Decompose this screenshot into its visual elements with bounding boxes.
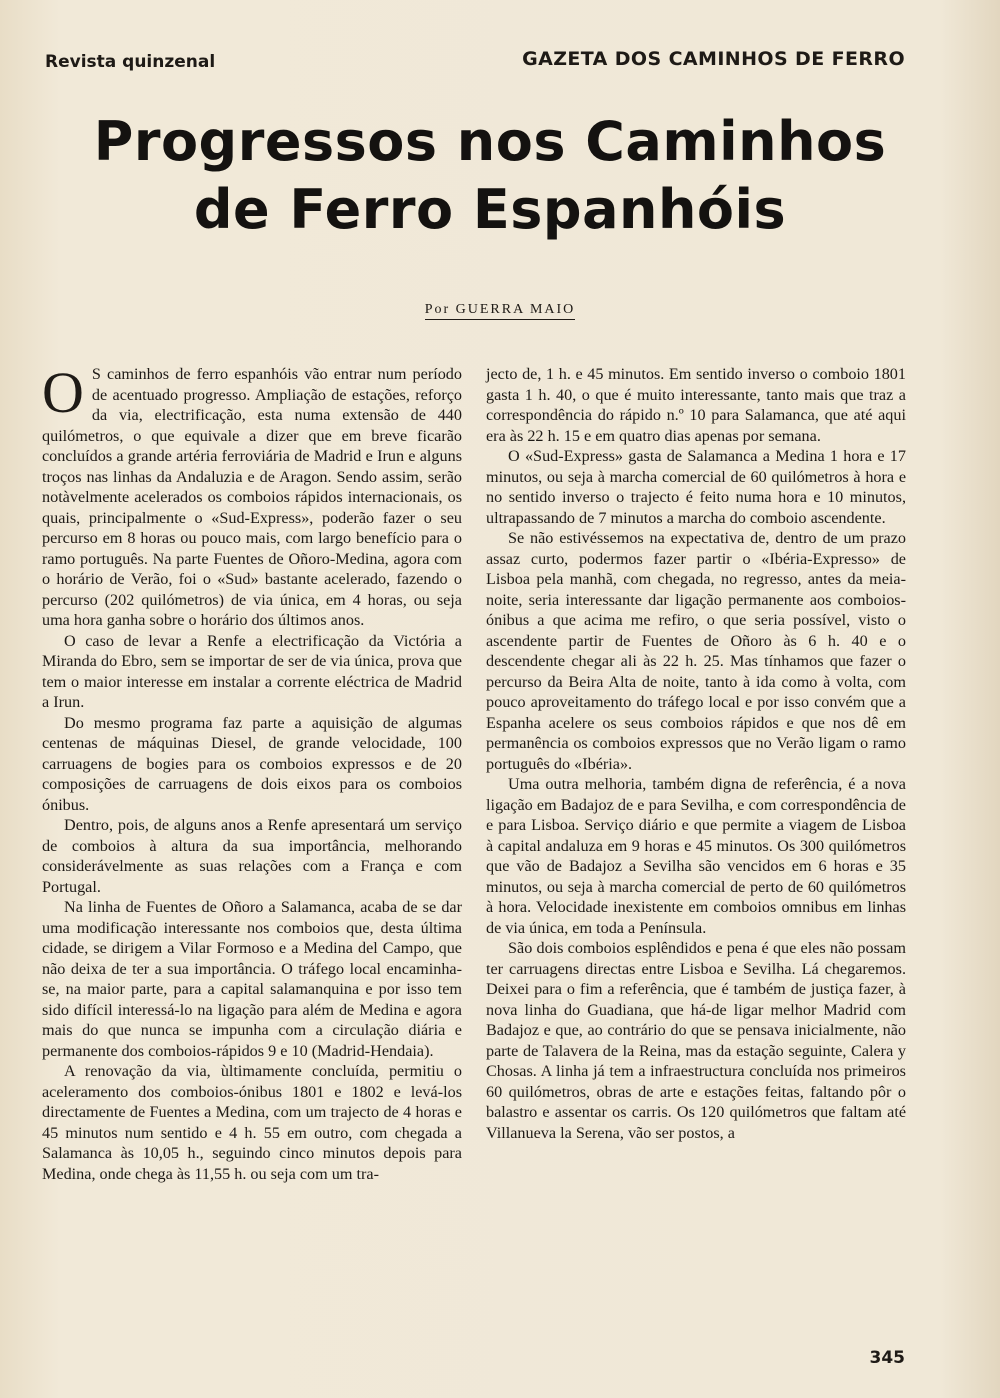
paragraph: O «Sud-Express» gasta de Salamanca a Medina 1 hora e 17 minutos, ou seja à marcha comercial de 60 quilómetros à hora e no sentido inverso o trajecto é feito numa hora e 10 minutos, ultrapassando de 7 minutos a marcha do comboio ascendente. [486, 447, 906, 527]
paragraph: São dois comboios esplêndidos e pena é que eles não possam ter carruagens directas entre Lisboa e Sevilha. Lá chegaremos. Deixei para o fim a referência, que é também de justiça fazer, à nova linha do Guadiana, que há-de ligar melhor Madrid com Badajoz e que, ao contrário do que se pensava inicialmente, não parte de Talavera de la Reina, mas da estação seguinte, Calera y Chosas. A linha já tem a infraestructura concluída nos primeiros 60 quilómetros, obras de arte e estações feitas, faltando pôr o balastro e assentar os carris. Os 120 quilómetros que faltam até Villanueva la Serena, vão ser postos, a [486, 939, 906, 1142]
paragraph: Na linha de Fuentes de Oñoro a Salamanca, acaba de se dar uma modificação interessante nos comboios que, desta última cidade, se dirigem a Vilar Formoso e a Medina del Campo, que não deixa de ter a sua importância. O tráfego local encaminha-se, na maior parte, para a capital salamanquina e por isso tem sido difícil interessá-lo na ligação para além de Medina e agora mais do que nunca se impunha com a circulação diária e permanente dos comboios-rápidos 9 e 10 (Madrid-Hendaia). [42, 898, 462, 1060]
page-number: 345 [869, 1348, 905, 1368]
article-title-line2: de Ferro Espanhóis [193, 178, 787, 241]
paragraph [42, 360, 462, 631]
header-left: Revista quinzenal [45, 52, 216, 72]
paragraph: A renovação da via, ùltimamente concluída, permitiu o aceleramento dos comboios-ónibus 1801 e 1802 e levá-los directamente de Fuentes a Medina, com um trajecto de 4 horas e 45 minutos num sentido e 4 h. 55 em outro, com chegada a Salamanca às 10,05 h., seguindo cinco minutos depois para Medina, onde chega às 11,55 h. ou seja com um tra- [42, 1062, 462, 1183]
dropcap: O [42, 360, 84, 425]
paragraph: jecto de, 1 h. e 45 minutos. Em sentido inverso o comboio 1801 gasta 1 h. 40, o que é muito interessante, tanto mais que traz a correspondência do rápido n.º 10 para Salamanca, que até aqui era às 22 h. 15 e em quatro dias apenas por semana. [486, 365, 906, 445]
paragraph: O caso de levar a Renfe a electrificação da Victória a Miranda do Ebro, sem se importar de ser de via única, prova que tem o maior interesse em instalar a corrente eléctrica de Madrid a Irun. [42, 631, 462, 711]
byline-text: Por GUERRA MAIO [425, 302, 576, 320]
paragraph: Se não estivéssemos na expectativa de, dentro de um prazo assaz curto, podermos fazer partir o «Ibéria-Expresso» de Lisboa pela manhã, com chegada, no regresso, antes da meia-noite, seria interessante dar ligação permanente aos comboios-ónibus a que acima me refiro, o que seria possível, visto o ascendente partir de Fuentes de Oñoro às 6 h. 40 e o descendente chegar ali às 22 h. 25. Mas tínhamos que fazer o percurso da Beira Alta de noite, tanto à ida como à volta, com pouco aproveitamento do tráfego local e por isso convém que a Espanha acelere os seus comboios rápidos e que nos dê em permanência os comboios expressos que no Verão ligam o ramo português do «Ibéria». [486, 529, 906, 773]
article-title-line1: Progressos nos Caminhos [93, 110, 887, 173]
header-right: GAZETA DOS CAMINHOS DE FERRO [522, 48, 905, 70]
paragraph: Uma outra melhoria, também digna de referência, é a nova ligação em Badajoz de e para Sevilha, e com correspondência de e para Lisboa. Serviço diário e que permite a viagem de Lisboa à capital andaluza em 9 horas e 45 minutos. Os 300 quilómetros que vão de Badajoz a Sevilha são vencidos em 6 horas e 35 minutos, ou seja à marcha comercial de perto de 60 quilómetros à hora. Velocidade inexistente em comboios omnibus em linhas de via única, em toda a Península. [486, 775, 906, 937]
byline [0, 302, 1000, 318]
article-title [80, 108, 900, 244]
column-right [486, 364, 906, 1143]
paragraph: Dentro, pois, de alguns anos a Renfe apresentará um serviço de comboios à altura da sua importância, melhorando considerávelmente as suas relações com a França e com Portugal. [42, 816, 462, 896]
paragraph-text: S caminhos de ferro espanhóis vão entrar num período de acentuado progresso. Ampliação de estações, reforço da via, electrificação, esta numa extensão de 440 quilómetros, o que equivale a dizer que em breve ficarão concluídos a grande artéria ferroviária de Madrid e Irun e alguns troços nas linhas da Andaluzia e de Aragon. Sendo assim, serão notàvelmente acelerados os comboios rápidos internacionais, os quais, principalmente o «Sud-Express», poderão fazer o seu percurso em 8 horas ou pouco mais, com largo benefício para o ramo português. Na parte Fuentes de Oñoro-Medina, agora com o horário de Verão, foi o «Sud» bastante acelerado, fazendo o percurso (202 quilómetros) de via única, em 4 horas, ou seja uma hora ganha sobre o horário dos últimos anos. [42, 365, 462, 629]
paragraph: Do mesmo programa faz parte a aquisição de algumas centenas de máquinas Diesel, de grande velocidade, 100 carruagens de bogies para os comboios expressos e de 20 composições de carruagens de dois eixos para os comboios ónibus. [42, 713, 462, 814]
column-left [42, 360, 462, 1184]
